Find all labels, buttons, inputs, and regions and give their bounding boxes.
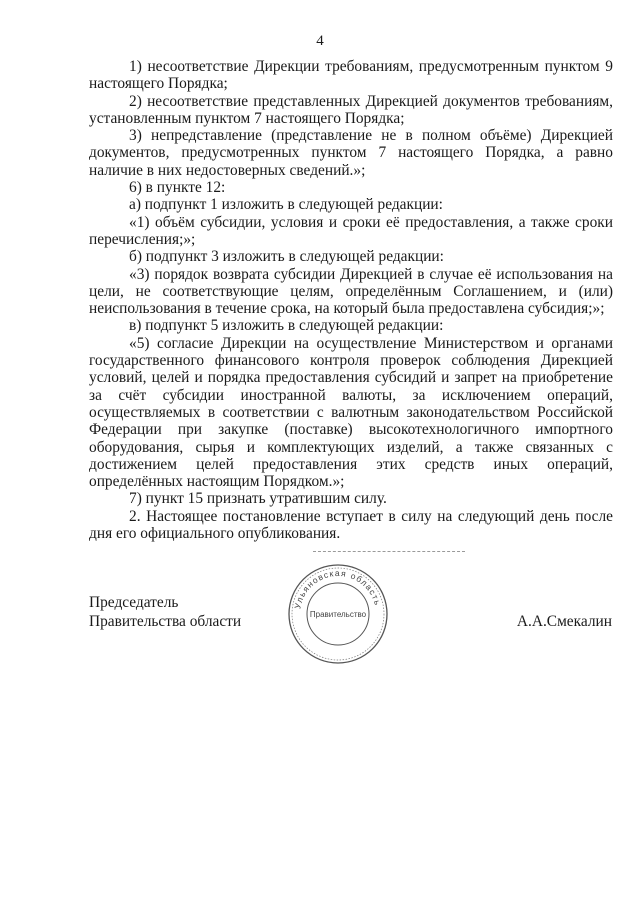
page-number: 4 [316, 33, 324, 49]
paragraph: 2) несоответствие представленных Дирекцией документов требованиям, установленным пунктом 7 настоящего Порядка; [89, 92, 613, 127]
paragraph: б) подпункт 3 изложить в следующей редакции: [129, 248, 444, 266]
paragraph: «1) объём субсидии, условия и сроки её предоставления, а также сроки перечисления;»; [89, 213, 613, 248]
seal-center-text: Правительство [309, 610, 367, 619]
seal-ring-text: Ульяновская область [292, 567, 384, 610]
signature-position [89, 593, 241, 631]
paragraph: а) подпункт 1 изложить в следующей редакции: [129, 196, 443, 214]
separator-line [313, 551, 465, 552]
paragraph: «3) порядок возврата субсидии Дирекцией в случае её использования на цели, не соответствующие целям, определённым Соглашением, и (или) неиспользования в течение срока, на который была предоставлена субсидия;»; [89, 265, 613, 318]
paragraph: 6) в пункте 12: [129, 179, 226, 197]
signature-position-line1: Председатель [89, 594, 179, 611]
signature-name: А.А.Смекалин [516, 613, 612, 630]
paragraph: в) подпункт 5 изложить в следующей редакции: [129, 317, 444, 335]
paragraph: 3) непредставление (представление не в полном объёме) Дирекцией документов, предусмотренных пунктом 7 настоящего Порядка, а равно наличие в них недостоверных сведений.»; [89, 127, 613, 179]
paragraph: «5) согласие Дирекции на осуществление Министерством и органами государственного финансового контроля проверок соблюдения Дирекцией условий, целей и порядка предоставления субсидий и запрет на приобретение за счёт субсидии иностранной валюты, за исключением операций, осуществляемых в соответствии с валютным законодательством Российской Федерации при закупке (поставке) высокотехнологичного импортного оборудования, сырья и комплектующих изделий, а также связанных с достижением целей предоставления этих средств иных операций, определённых настоящим Порядком.»; [89, 334, 613, 491]
paragraph: 2. Настоящее постановление вступает в силу на следующий день после дня его официального опубликования. [89, 507, 613, 543]
paragraph: 7) пункт 15 признать утратившим силу. [129, 490, 387, 508]
official-seal [287, 563, 389, 665]
paragraph: 1) несоответствие Дирекции требованиям, предусмотренным пунктом 9 настоящего Порядка; [89, 58, 613, 93]
signature-position-line2: Правительства области [89, 613, 242, 630]
document-body [89, 58, 613, 542]
